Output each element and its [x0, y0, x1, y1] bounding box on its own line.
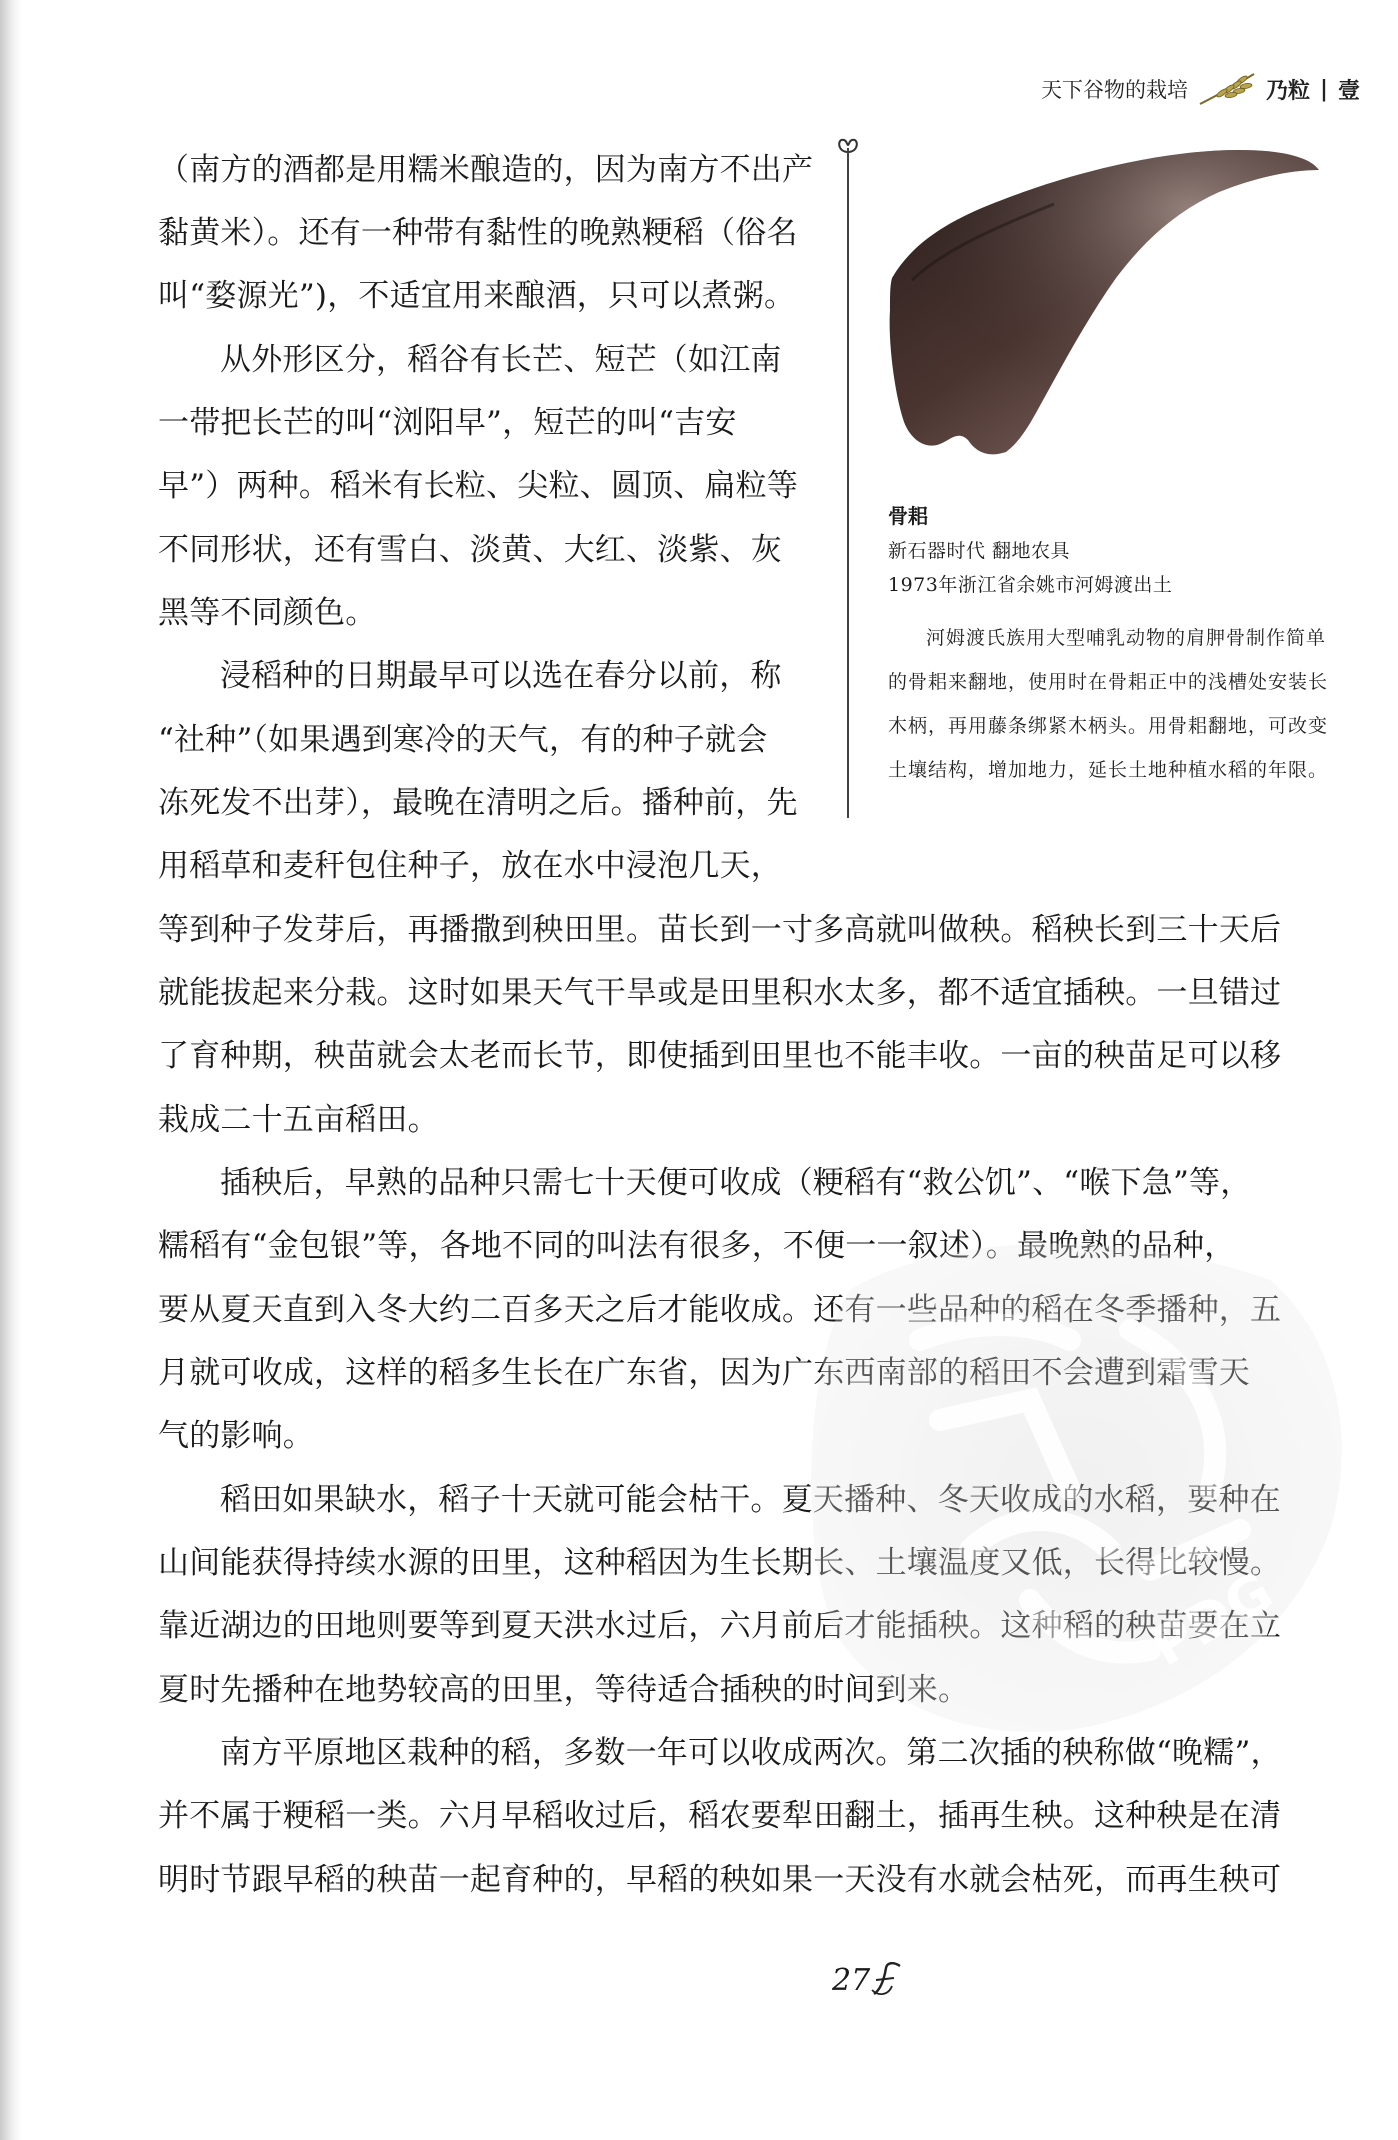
text-line: 并不属于粳稻一类。六月早稻收过后，稻农要犁田翻土，插再生秧。这种秧是在清	[158, 1798, 1282, 1834]
caption-description-text: 河姆渡氏族用大型哺乳动物的肩胛骨制作简单的骨耜来翻地，使用时在骨耜正中的浅槽处安装长木柄，再用藤条绑紧木柄头。用骨耜翻地，可改变土壤结构，增加地力，延长土地种植水稻的年限。	[888, 627, 1329, 781]
caption-provenance: 1973年浙江省余姚市河姆渡出土	[888, 574, 1173, 596]
page-footer	[832, 1960, 906, 1998]
text-line: 山间能获得持续水源的田里，这种稻因为生长期长、土壤温度又低，长得比较慢。	[158, 1545, 1282, 1581]
text-line: 插秧后，早熟的品种只需七十天便可收成（粳稻有“救公饥”、“喉下急”等，	[220, 1165, 1252, 1201]
text-line: 月就可收成，这样的稻多生长在广东省，因为广东西南部的稻田不会遭到霜雪天	[158, 1355, 1250, 1391]
text-line: 不同形状，还有雪白、淡黄、大红、淡紫、灰	[158, 532, 782, 568]
text-line: 南方平原地区栽种的稻，多数一年可以收成两次。第二次插的秧称做“晚糯”，	[220, 1735, 1282, 1771]
text-line: 叫“婺源光”)，不适宜用来酿酒，只可以煮粥。	[158, 278, 796, 314]
running-header	[1041, 72, 1360, 106]
caption-period: 新石器时代 翻地农具	[888, 540, 1071, 562]
text-line: 黑等不同颜色。	[158, 595, 377, 631]
text-line: 用稻草和麦秆包住种子，放在水中浸泡几天，	[158, 848, 782, 884]
section-title: 天下谷物的栽培	[1040, 78, 1188, 102]
chapter-number: 壹	[1337, 78, 1360, 104]
text-line: 一带把长芒的叫“浏阳早”，短芒的叫“吉安	[158, 405, 737, 441]
bone-spade-photo	[884, 140, 1324, 460]
text-line: “社种”（如果遇到寒冷的天气，有的种子就会	[158, 722, 768, 758]
text-line: 糯稻有“金包银”等，各地不同的叫法有很多，不便一一叙述）。最晚熟的品种，	[158, 1228, 1236, 1264]
library-seal-watermark	[770, 1170, 1370, 1770]
text-line: 要从夏天直到入冬大约二百多天之后才能收成。还有一些品种的稻在冬季播种，五	[158, 1292, 1282, 1328]
page-gutter-shadow	[0, 0, 22, 2140]
text-line: 等到种子发芽后，再播撒到秧田里。苗长到一寸多高就叫做秧。稻秧长到三十天后	[158, 912, 1282, 948]
text-line: 明时节跟早稻的秧苗一起育种的，早稻的秧如果一天没有水就会枯死，而再生秧可	[158, 1862, 1282, 1898]
text-line: 稻田如果缺水，稻子十天就可能会枯干。夏天播种、冬天收成的水稻，要种在	[220, 1482, 1281, 1518]
text-line: 黏黄米）。还有一种带有黏性的晚熟粳稻（俗名	[158, 215, 798, 251]
rice-stalk-icon	[1198, 72, 1256, 106]
text-line: 栽成二十五亩稻田。	[158, 1102, 439, 1138]
text-line: 从外形区分，稻谷有长芒、短芒（如江南	[220, 342, 782, 378]
header-separator: |	[1319, 76, 1328, 102]
caption-title: 骨耜	[888, 504, 928, 528]
text-line: 了育种期，秧苗就会太老而长节，即使插到田里也不能丰收。一亩的秧苗足可以移	[158, 1038, 1282, 1074]
text-line: 靠近湖边的田地则要等到夏天洪水过后，六月前后才能插秧。这种稻的秧苗要在立	[158, 1608, 1282, 1644]
chapter-label: 乃粒	[1265, 78, 1310, 104]
text-line: 浸稻种的日期最早可以选在春分以前，称	[220, 658, 782, 694]
text-line: 早”）两种。稻米有长粒、尖粒、圆顶、扁粒等	[158, 468, 799, 504]
page-number-flourish-icon	[870, 1960, 906, 1998]
page-number: 27	[832, 1963, 871, 1998]
text-line: 气的影响。	[158, 1418, 314, 1454]
watermark-text: PDG	[1140, 1559, 1284, 1679]
text-line: 冻死发不出芽），最晚在清明之后。播种前，先	[158, 785, 798, 821]
text-line: （南方的酒都是用糯米酿造的，因为南方不出产	[158, 152, 814, 188]
text-line: 就能拔起来分栽。这时如果天气干旱或是田里积水太多，都不适宜插秧。一旦错过	[158, 975, 1282, 1011]
caption-description	[888, 616, 1328, 792]
sidebar-divider	[847, 148, 849, 818]
text-line: 夏时先播种在地势较高的田里，等待适合插秧的时间到来。	[158, 1672, 970, 1708]
